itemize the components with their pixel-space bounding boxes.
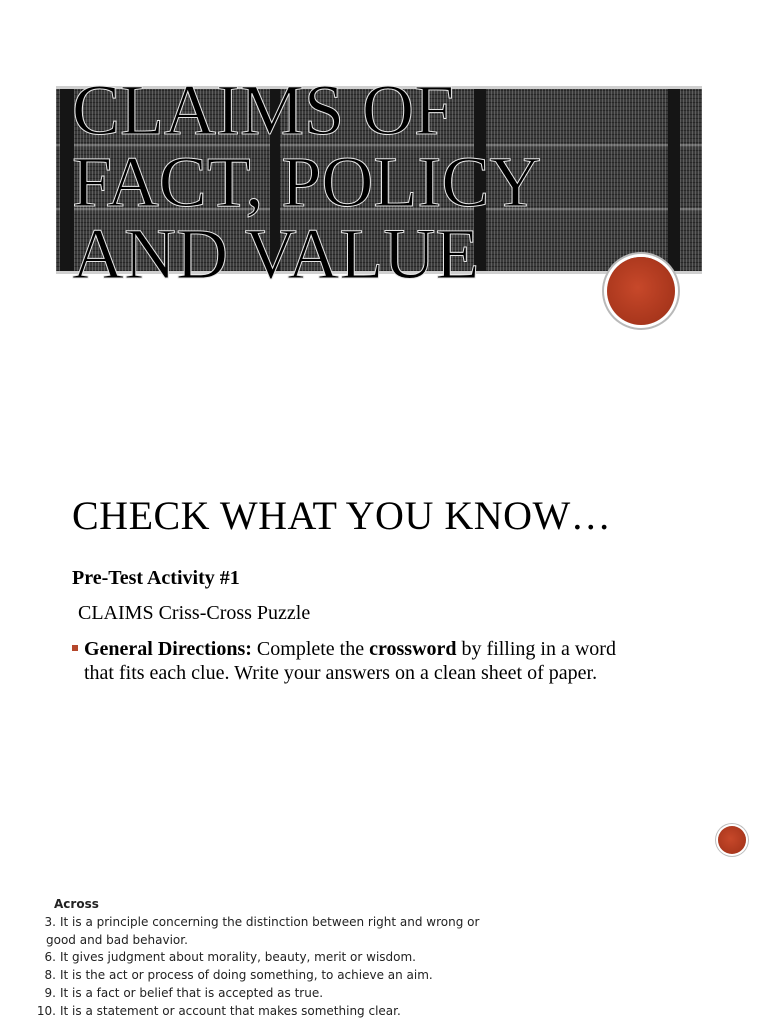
puzzle-name: CLAIMS Criss-Cross Puzzle <box>78 602 311 624</box>
general-directions <box>72 637 712 685</box>
clue-item <box>20 985 580 1003</box>
clue-text: It gives judgment about morality, beauty, merit or wisdom. <box>60 950 416 965</box>
directions-text: by filling in a word <box>456 638 616 660</box>
directions-text: Complete the <box>251 638 370 660</box>
clue-item <box>20 949 580 967</box>
clue-number: 9. <box>44 985 56 1000</box>
clue-text: It is a statement or account that makes something clear. <box>60 1003 401 1018</box>
decorative-circle-icon <box>607 257 675 325</box>
across-clues <box>20 896 580 1021</box>
directions-keyword: crossword <box>369 638 457 660</box>
clue-number: 3. <box>44 914 56 929</box>
clue-item <box>20 1003 580 1021</box>
clue-item <box>20 967 580 985</box>
square-bullet-icon <box>72 645 78 651</box>
across-heading: Across <box>54 897 99 911</box>
clue-number: 10. <box>36 1003 56 1018</box>
clue-text <box>46 914 580 950</box>
clue-line: good and bad behavior. <box>46 932 188 947</box>
title-slide <box>0 0 768 440</box>
directions-text: that fits each clue. Write your answers on a clean sheet of paper. <box>84 662 598 684</box>
clue-text: It is a fact or belief that is accepted as true. <box>60 985 324 1000</box>
activity-title: Pre-Test Activity #1 <box>72 567 240 589</box>
clue-number: 6. <box>44 950 56 965</box>
banner-stripe <box>668 89 680 271</box>
directions-label: General Directions: <box>84 638 252 660</box>
clue-item <box>20 914 580 950</box>
decorative-circle-icon <box>718 826 746 854</box>
slide-heading: CHECK WHAT YOU KNOW… <box>72 493 612 538</box>
clue-text: It is the act or process of doing something, to achieve an aim. <box>60 968 433 983</box>
clue-number: 8. <box>44 968 56 983</box>
content-slide <box>0 440 768 1024</box>
slide-title: CLAIMS OF FACT, POLICY AND VALUE <box>72 70 539 294</box>
clue-line: It is a principle concerning the distinction between right and wrong or <box>60 914 480 929</box>
